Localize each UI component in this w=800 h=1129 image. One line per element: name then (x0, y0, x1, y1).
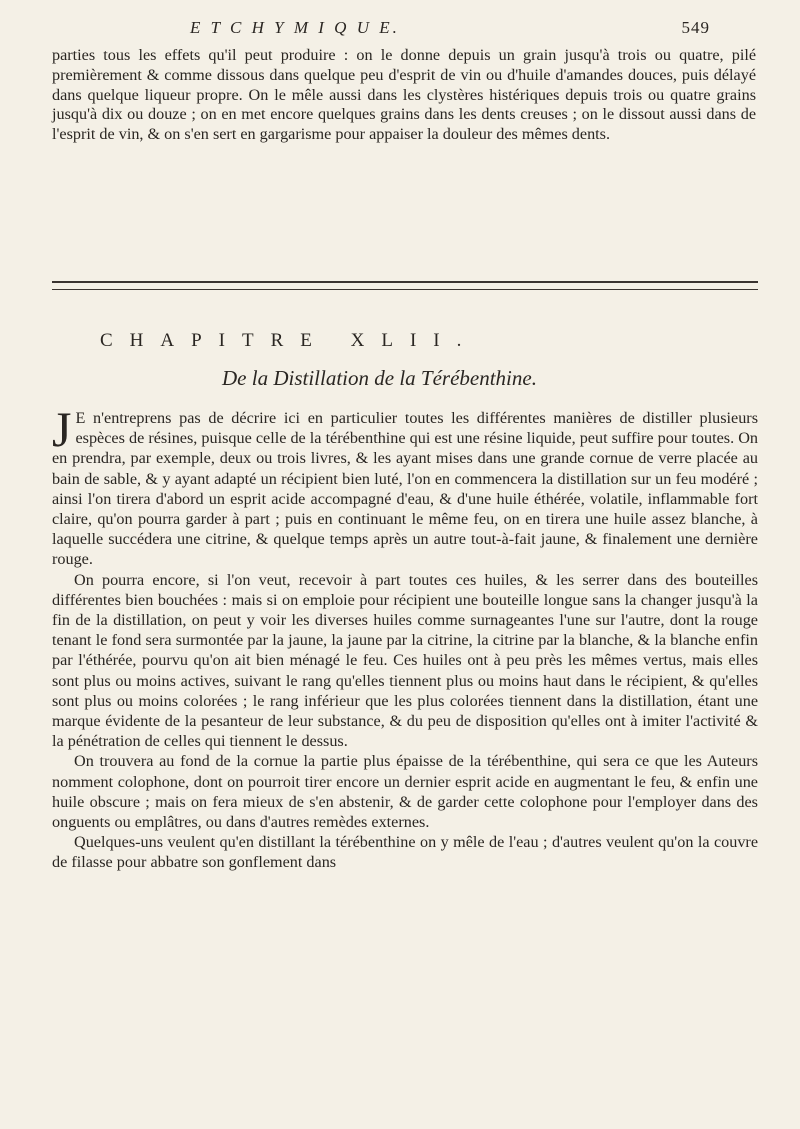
chapter-divider-rule (52, 281, 758, 290)
drop-cap: J (52, 401, 72, 457)
page-number: 549 (681, 18, 710, 37)
paragraph-1 (52, 401, 758, 570)
chapter-subtitle: De la Distillation de la Térébenthine. (222, 366, 537, 390)
paragraph-2: On pourra encore, si l'on veut, recevoir à part toutes ces huiles, & les serrer dans des bouteilles différentes bien bouchées : mais si on emploie pour récipient une bouteille longue sans la changer jusqu'à la fin de la distillation, on peut y voir les diverses huiles comme surnageantes l'une sur l'autre, dont la rouge tenant le fond sera surmontée par la jaune, la jaune par la citrine, la citrine par la blanche, & la blanche enfin par l'éthérée, pourvu qu'on ait bien ménagé le feu. Ces huiles ont à peu près les mêmes vertus, mais elles sont plus ou moins actives, suivant le rang qu'elles tiennent plus ou moins haut dans le récipient, & qu'elles sont plus ou moins colorées ; le rang inférieur que les plus colorées tiennent dans la distillation, étant une marque évidente de la pesanteur de leur substance, & du peu de disposition qu'elles ont à imiter l'activité & la pénétration de celles qui tiennent le dessus. (52, 570, 758, 751)
paragraph-4: Quelques-uns veulent qu'en distillant la térébenthine on y mêle de l'eau ; d'autres veulent qu'on la couvre de filasse pour abbatre son gonflement dans (52, 833, 758, 872)
chapter-body (52, 401, 758, 873)
running-title: E T C H Y M I Q U E. (190, 18, 400, 37)
paragraph-1-text: E n'entreprens pas de décrire ici en particulier toutes les différentes manières de distiller plusieurs espèces de résines, puisque celle de la térébenthine qui est une résine liquide, peut suffire pour toutes. On en prendra, par exemple, deux ou trois livres, & les ayant mises dans une grande cornue de verre placée au bain de sable, & y ayant adapté un récipient bien luté, l'on en commencera la distillation sur un feu modéré ; ainsi l'on tirera d'abord un esprit acide accompagné d'eau, & d'une huile éthérée, volatile, inflammable fort claire, qu'on pourra garder à part ; puis en continuant le même feu, on en tirera une huile assez blanche, à laquelle succédera une citrine, & quelque temps après un autre tout-à-fait jaune, & finalement une dernière rouge. (52, 409, 758, 569)
continued-paragraph: parties tous les effets qu'il peut produire : on le donne depuis un grain jusqu'à trois ou quatre, pilé premièrement & comme dissous dans quelque peu d'esprit de vin ou d'huile d'amandes douces, puis délayé dans quelque liqueur propre. On le mêle aussi dans les clystères histériques depuis trois ou quatre grains jusqu'à dix ou douze ; on en met encore quelques grains dans les dents creuses ; on le dissout aussi dans de l'esprit de vin, & on s'en sert en gargarisme pour appaiser la douleur des mêmes dents. (52, 46, 756, 144)
paragraph-3: On trouvera au fond de la cornue la partie plus épaisse de la térébenthine, qui sera ce que les Auteurs nomment colophone, dont on pourroit tirer encore un dernier esprit acide en augmentant le feu, & enfin une huile obscure ; mais on fera mieux de s'en abstenir, & de garder cette colophone pour l'employer dans des onguents ou emplâtres, ou dans d'autres remèdes externes. (52, 752, 758, 832)
chapter-title: CHAPITRE XLII. (100, 330, 479, 351)
